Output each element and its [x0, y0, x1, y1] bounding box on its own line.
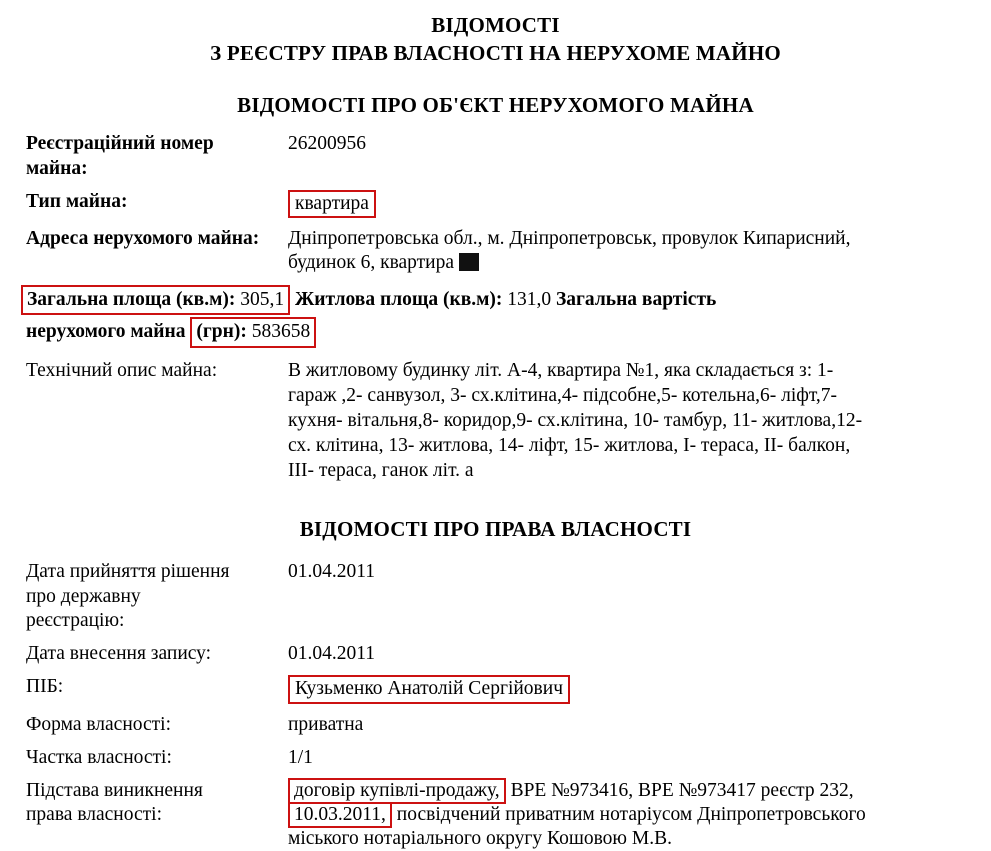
label-registration-number: Реєстраційний номер майна: [26, 133, 214, 179]
value-ownership-share: 1/1 [288, 746, 313, 768]
value-address-line-2 [288, 251, 967, 275]
tech-line: сх. клітина, 13- житлова, 14- ліфт, 15- житлова, I- тераса, II- балкон, [288, 434, 851, 456]
tech-line: В житловому будинку літ. А-4, квартира №1, яка складається з: 1- [288, 359, 834, 381]
areas-line-1 [26, 285, 967, 316]
value-total-area: 305,1 [240, 288, 285, 310]
highlight-basis-date: 10.03.2011, [288, 802, 392, 828]
row-areas-and-value [26, 285, 967, 348]
label-total-value-currency: (грн): [196, 321, 247, 343]
label-decision-date [26, 560, 288, 633]
label-decision-date-line: реєстрацію: [26, 609, 125, 631]
row-record-date [26, 642, 967, 666]
label-total-value-part-2: нерухомого майна [26, 321, 186, 343]
label-total-value-part-1: Загальна вартість [556, 288, 717, 310]
value-property-type-wrapper [288, 190, 967, 218]
tech-line: III- тераса, ганок літ. а [288, 459, 474, 481]
row-address [26, 227, 967, 275]
label-living-area: Житлова площа (кв.м): [294, 288, 503, 310]
label-technical-description: Технічний опис майна: [26, 359, 218, 381]
row-owner-name [26, 675, 967, 703]
value-owner-name-wrapper [288, 675, 967, 703]
value-address-line-2-text: будинок 6, квартира [288, 252, 455, 274]
highlight-basis-contract: договір купівлі-продажу, [288, 778, 506, 804]
label-record-date: Дата внесення запису: [26, 642, 212, 664]
value-technical-description [288, 359, 967, 484]
basis-rest-2: посвідчений приватним нотаріусом Дніпропетровського [391, 804, 866, 826]
label-ownership-basis-line: права власності: [26, 804, 162, 826]
highlight-total-area [21, 285, 290, 316]
section-heading-object: ВІДОМОСТІ ПРО ОБ'ЄКТ НЕРУХОМОГО МАЙНА [237, 93, 754, 118]
label-address-line-1: Адреса нерухомого майна: [26, 228, 260, 250]
section-heading-ownership: ВІДОМОСТІ ПРО ПРАВА ВЛАСНОСТІ [299, 517, 692, 542]
row-ownership-share [26, 746, 967, 770]
label-decision-date-line: про державну [26, 585, 141, 607]
label-ownership-form: Форма власності: [26, 713, 172, 735]
label-decision-date-line: Дата прийняття рішення [26, 561, 230, 583]
highlight-total-value [190, 317, 316, 348]
label-property-type: Тип майна: [26, 190, 128, 212]
row-decision-date [26, 560, 967, 633]
value-address-line-1: Дніпропетровська обл., м. Дніпропетровськ, провулок Кипарисний, [288, 228, 851, 250]
redaction-block [459, 253, 479, 271]
value-decision-date: 01.04.2011 [288, 561, 376, 583]
label-address [26, 227, 288, 251]
label-ownership-share: Частка власності: [26, 746, 172, 768]
highlight-owner-name: Кузьменко Анатолій Сергійович [288, 675, 570, 703]
row-ownership-form [26, 713, 967, 737]
document-page [0, 12, 991, 850]
row-registration-number [26, 132, 967, 180]
basis-line-1 [288, 779, 967, 803]
object-info-rows [0, 132, 991, 483]
document-title-line-2: З РЕЄСТРУ ПРАВ ВЛАСНОСТІ НА НЕРУХОМЕ МАЙНО [210, 40, 781, 65]
label-ownership-basis-line: Підстава виникнення [26, 779, 203, 801]
highlight-property-type: квартира [288, 190, 376, 218]
document-title [0, 12, 991, 67]
value-address [288, 227, 967, 275]
row-property-type [26, 190, 967, 218]
basis-line-3: міського нотаріального округу Кошовою М.В. [288, 828, 672, 850]
tech-line: гараж ,2- санвузол, 3- сх.клітина,4- підсобне,5- котельна,6- ліфт,7- [288, 384, 838, 406]
value-living-area: 131,0 [507, 288, 552, 310]
label-total-area: Загальна площа (кв.м): [27, 288, 236, 310]
document-title-line-1: ВІДОМОСТІ [431, 13, 560, 37]
areas-line-2 [26, 317, 967, 348]
label-ownership-basis [26, 779, 288, 827]
value-total-value: 583658 [251, 321, 311, 343]
tech-line: кухня- вітальня,8- коридор,9- сх.клітина, 10- тамбур, 11- житлова,12- [288, 409, 863, 431]
ownership-info-rows [0, 560, 991, 851]
row-technical-description [26, 359, 967, 484]
value-record-date: 01.04.2011 [288, 642, 376, 664]
label-owner-name: ПІБ: [26, 676, 64, 698]
row-ownership-basis [26, 779, 967, 851]
basis-line-2 [288, 803, 967, 827]
basis-rest-1: ВРЕ №973416, ВРЕ №973417 реєстр 232, [505, 779, 854, 801]
value-ownership-basis [288, 779, 967, 851]
value-ownership-form: приватна [288, 713, 364, 735]
value-registration-number: 26200956 [288, 133, 366, 155]
